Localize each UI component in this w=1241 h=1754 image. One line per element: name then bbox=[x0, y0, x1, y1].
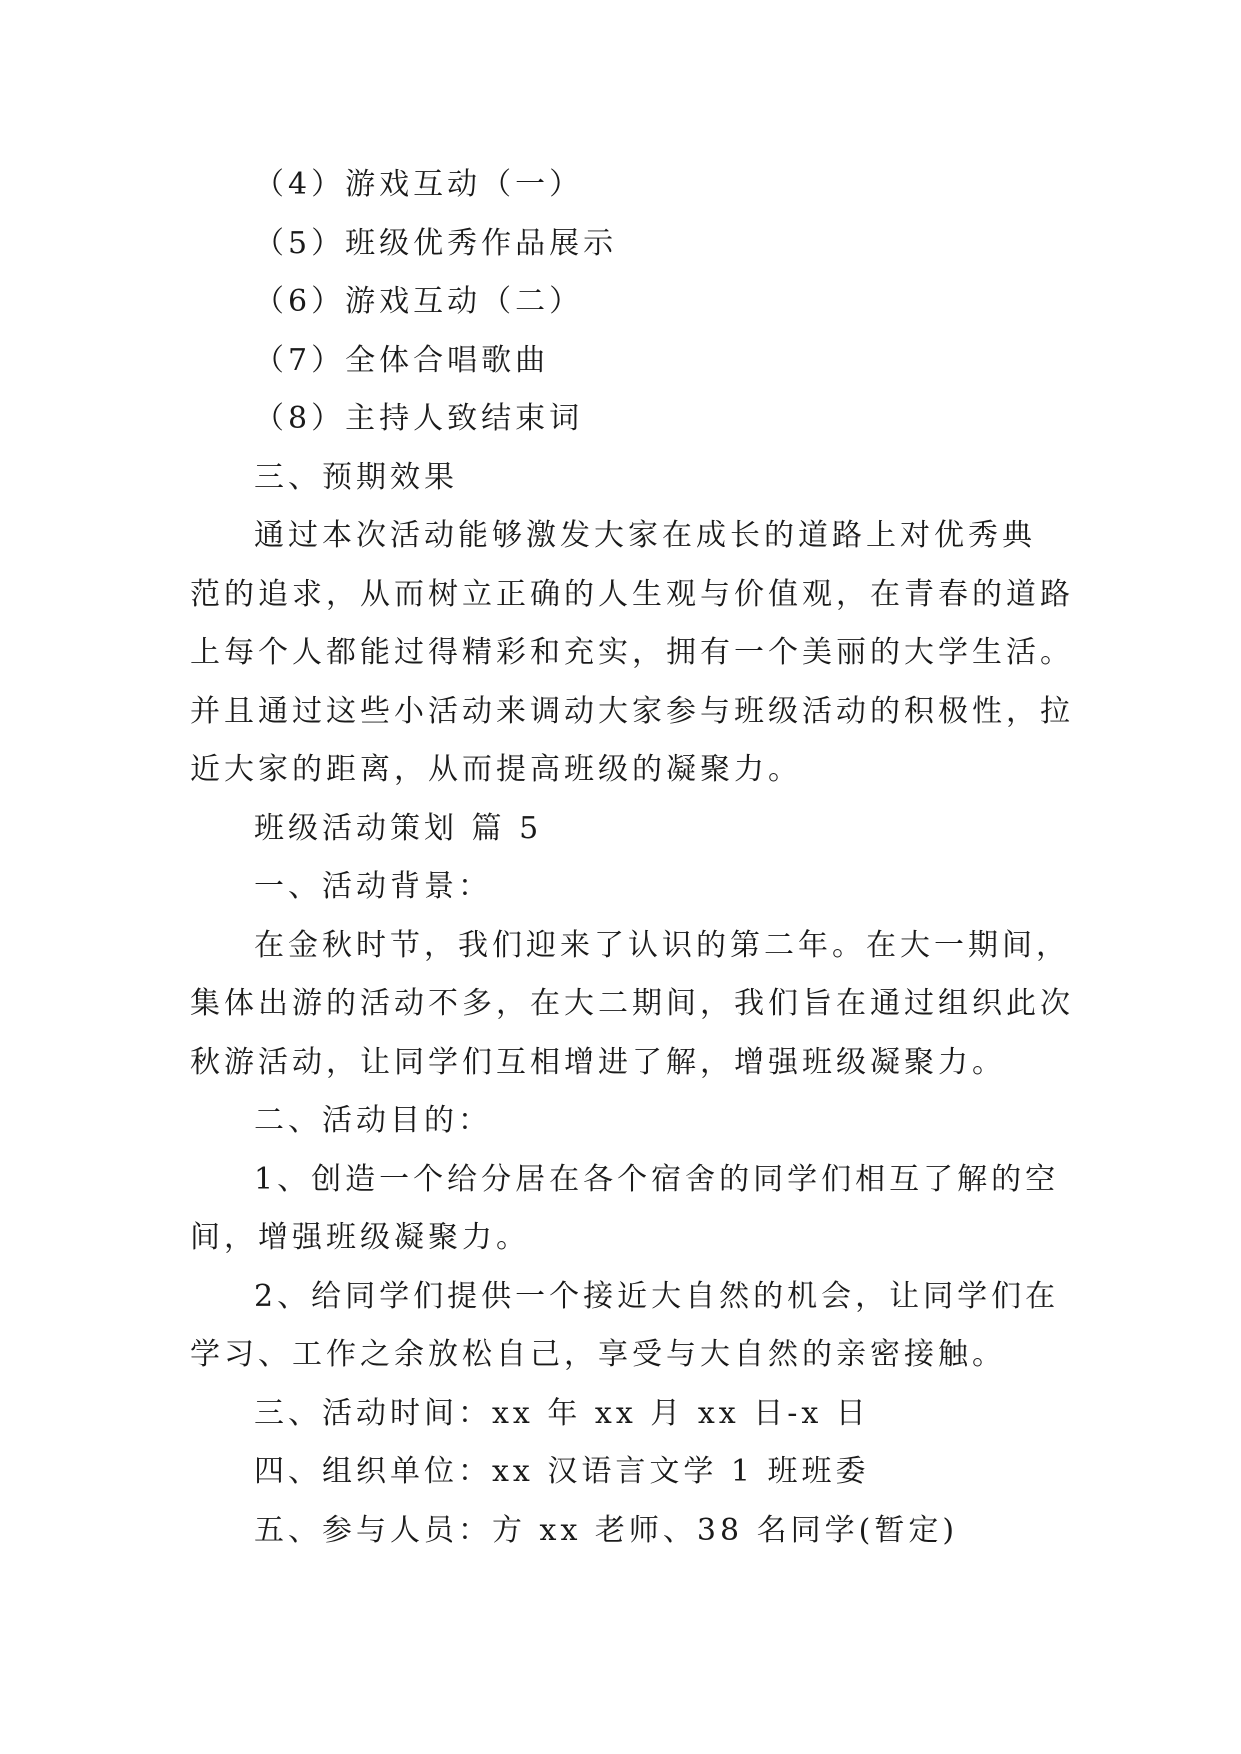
paragraph-line: 间，增强班级凝聚力。 bbox=[190, 1220, 530, 1255]
section-heading: 二、活动目的： bbox=[254, 1103, 492, 1138]
paragraph-line: 在金秋时节，我们迎来了认识的第二年。在大一期间， bbox=[254, 927, 1070, 963]
paragraph-line: 2、给同学们提供一个接近大自然的机会，让同学们在 bbox=[254, 1278, 1060, 1314]
paragraph-line: 上每个人都能过得精彩和充实，拥有一个美丽的大学生活。 bbox=[190, 635, 1074, 670]
paragraph-line: 并且通过这些小活动来调动大家参与班级活动的积极性，拉 bbox=[190, 693, 1074, 729]
list-item: （7）全体合唱歌曲 bbox=[254, 342, 550, 378]
list-item: （4）游戏互动（一） bbox=[254, 167, 584, 202]
list-item: （8）主持人致结束词 bbox=[254, 401, 584, 436]
paragraph-line: 学习、工作之余放松自己，享受与大自然的亲密接触。 bbox=[190, 1337, 1006, 1372]
info-line: 三、活动时间：xx 年 xx 月 xx 日-x 日 bbox=[254, 1395, 870, 1431]
info-line: 五、参与人员：方 xx 老师、38 名同学(暂定) bbox=[254, 1512, 959, 1548]
info-line: 四、组织单位：xx 汉语言文学 1 班班委 bbox=[254, 1454, 870, 1489]
paragraph-line: 近大家的距离，从而提高班级的凝聚力。 bbox=[190, 752, 802, 787]
paragraph-line: 通过本次活动能够激发大家在成长的道路上对优秀典 bbox=[254, 518, 1036, 553]
section-heading: 三、预期效果 bbox=[254, 459, 458, 495]
section-heading: 一、活动背景： bbox=[254, 869, 492, 904]
chapter-title: 班级活动策划 篇 5 bbox=[254, 810, 543, 846]
paragraph-line: 范的追求，从而树立正确的人生观与价值观，在青春的道路 bbox=[190, 576, 1074, 612]
paragraph-line: 秋游活动，让同学们互相增进了解，增强班级凝聚力。 bbox=[190, 1044, 1006, 1080]
paragraph-line: 1、创造一个给分居在各个宿舍的同学们相互了解的空 bbox=[254, 1161, 1060, 1197]
paragraph-line: 集体出游的活动不多，在大二期间，我们旨在通过组织此次 bbox=[190, 986, 1074, 1021]
list-item: （5）班级优秀作品展示 bbox=[254, 225, 618, 261]
list-item: （6）游戏互动（二） bbox=[254, 284, 584, 319]
document-body bbox=[190, 156, 1074, 1560]
